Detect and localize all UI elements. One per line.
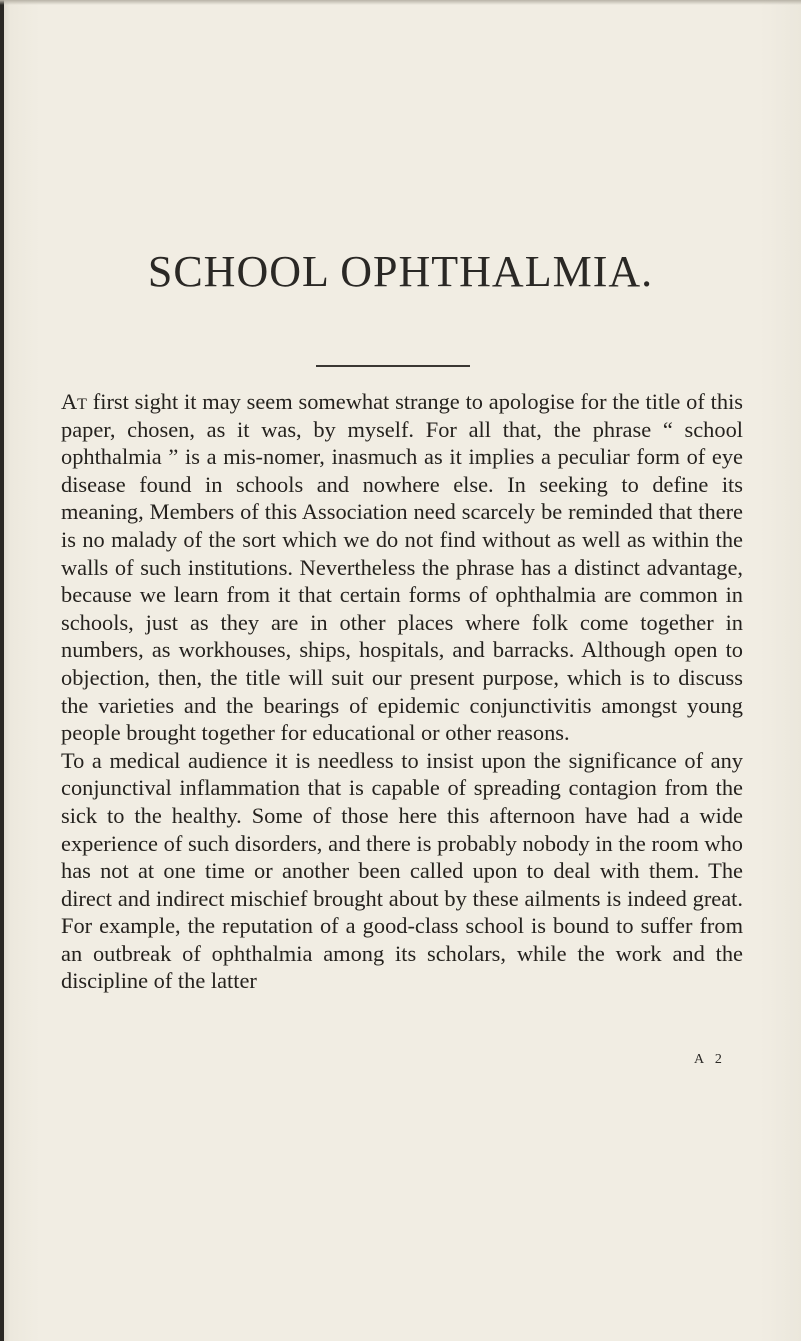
paragraph-1 — [61, 388, 743, 747]
signature-mark: A 2 — [694, 1052, 726, 1067]
paragraph-1-text: first sight it may seem somewhat strange to apologise for the title of this paper, chosen, as it was, by myself. For all that, the phrase “ school ophthalmia ” is a mis-nomer, inasmuch as it implies a peculiar form of eye disease found in schools and nowhere else. In seeking to define its meaning, Members of this Association need scarcely be reminded that there is no malady of the sort which we do not find without as well as within the walls of such institutions. Nevertheless the phrase has a distinct advantage, because we learn from it that certain forms of ophthalmia are common in schools, just as they are in other places where folk come together in numbers, as workhouses, ships, hospitals, and barracks. Although open to objection, then, the title will suit our present purpose, which is to discuss the varieties and the bearings of epidemic conjunctivitis amongst young people brought together for educational or other reasons. — [61, 389, 743, 746]
page-top-edge — [0, 0, 801, 5]
paragraph-2 — [61, 747, 743, 995]
paragraph-2-text: To a medical audience it is needless to insist upon the significance of any conjunctival inflammation that is capable of spreading contagion from the sick to the healthy. Some of those here this afternoon have had a wide experience of such disorders, and there is probably nobody in the room who has not at one time or another been called upon to deal with them. The direct and indirect mischief brought about by these ailments is indeed great. For example, the reputation of a good-class school is bound to suffer from an outbreak of ophthalmia among its scholars, while the work and the discipline of the latter — [61, 747, 743, 994]
page-gutter-shadow — [0, 0, 4, 1341]
paragraph-1-lead: At — [61, 389, 87, 414]
page-title: SCHOOL OPHTHALMIA. — [147, 247, 654, 296]
title-divider — [316, 365, 470, 367]
body-text — [61, 388, 743, 995]
